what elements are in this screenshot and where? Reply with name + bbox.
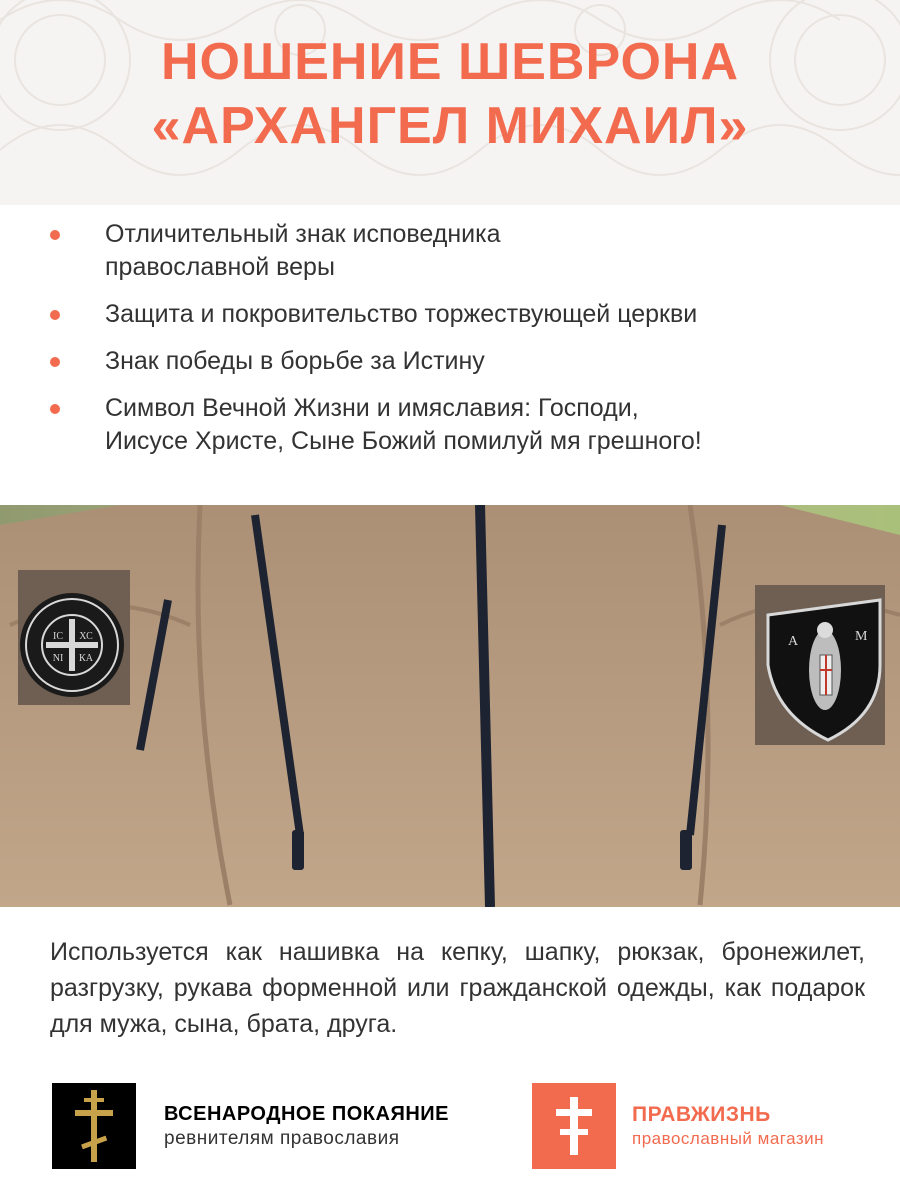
brand-name: ВСЕНАРОДНОЕ ПОКАЯНИЕ (164, 1102, 449, 1125)
cross-logo-icon (532, 1083, 616, 1169)
patch-letters-ic: IC (53, 631, 63, 642)
orthodox-cross-icon (52, 1083, 136, 1169)
patch-letters-ni: NI (52, 653, 64, 664)
bullet-icon (50, 230, 60, 240)
shop-subtitle: православный магазин (632, 1129, 825, 1148)
feature-item (0, 298, 900, 331)
feature-item (0, 345, 900, 378)
title-line-2: «АРХАНГЕЛ МИХАИЛ» (151, 97, 749, 155)
feature-line: Знак победы в борьбе за Истину (105, 347, 485, 375)
patch-letters-ka: КА (79, 653, 93, 664)
feature-line: Отличительный знак исповедника (105, 220, 501, 248)
brand-vsenarodnoe[interactable] (52, 1083, 449, 1169)
usage-description: Используется как нашивка на кепку, шапку, рюкзак, бронежилет, разгрузку, рукава форменной или гражданской одежды, как подарок для мужа, сына, брата, друга. (50, 938, 865, 1038)
jacket-photo (0, 505, 900, 907)
bullet-icon (50, 357, 60, 367)
page-title (0, 30, 900, 158)
header-banner (0, 0, 900, 205)
patch-letters-xc: ХС (79, 631, 93, 642)
feature-list (0, 218, 900, 472)
feature-item (0, 218, 900, 284)
feature-item (0, 392, 900, 458)
right-patch (755, 585, 885, 745)
brand-subtitle: ревнителям православия (164, 1127, 400, 1149)
shop-name: ПРАВЖИЗНЬ (632, 1103, 771, 1126)
feature-line: православной веры (105, 253, 335, 281)
left-patch (18, 570, 130, 705)
patch-letter-m: М (855, 629, 868, 644)
feature-line: Символ Вечной Жизни и имяславия: Господи, (105, 394, 639, 422)
patch-letter-a: А (788, 634, 799, 649)
title-line-1: НОШЕНИЕ ШЕВРОНА (160, 33, 740, 91)
feature-line: Защита и покровительство торжествующей церкви (105, 300, 698, 328)
bullet-icon (50, 310, 60, 320)
feature-line: Иисусе Христе, Сыне Божий помилуй мя грешного! (105, 427, 702, 455)
brand-pravzhizn[interactable] (532, 1083, 824, 1169)
jacket-illustration (0, 505, 900, 907)
bullet-icon (50, 404, 60, 414)
